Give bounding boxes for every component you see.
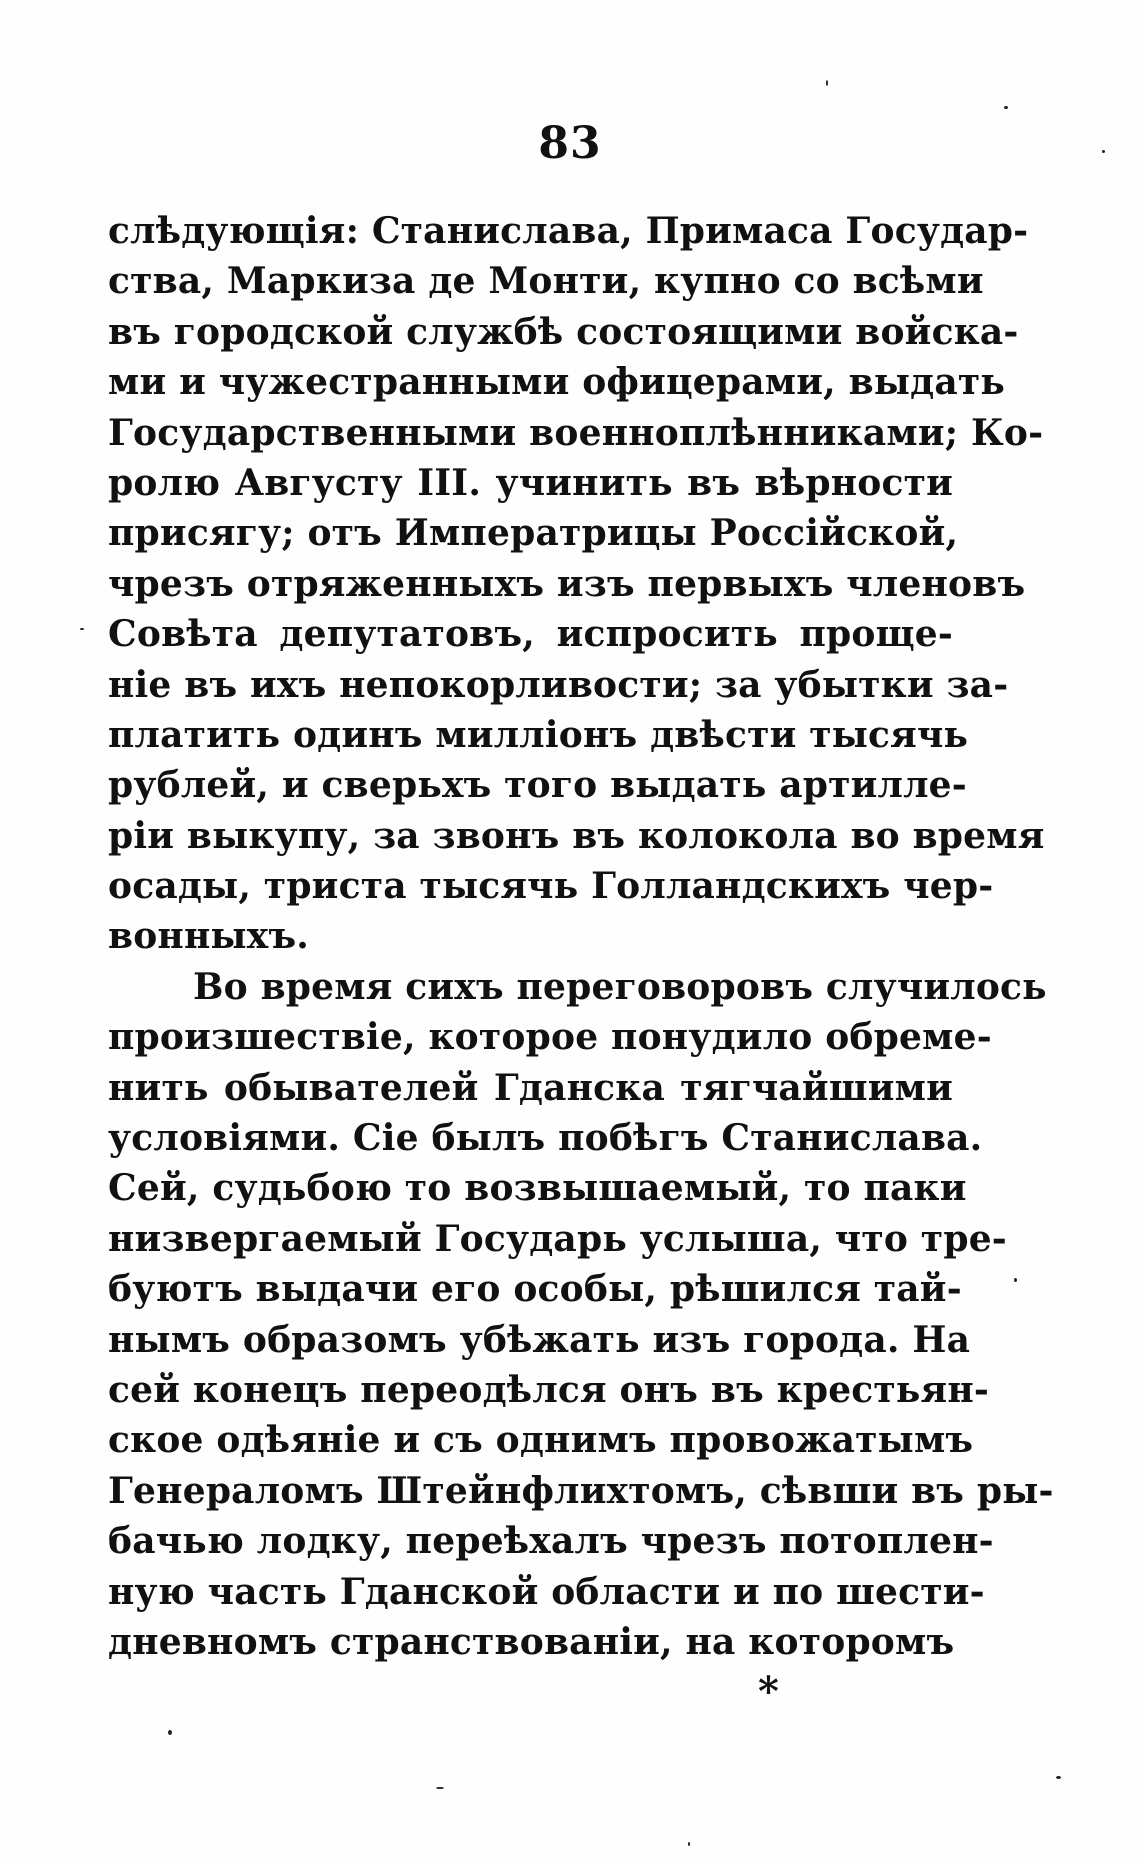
body-text [108, 206, 1054, 1667]
text-line: нымъ образомъ убѣжать изъ города. На [108, 1318, 971, 1361]
catchword-mark: * [758, 1668, 779, 1715]
text-line: ролю Августу III. учинить въ вѣрности [108, 461, 953, 504]
text-line: низвергаемый Государь услыша, что тре- [108, 1217, 1007, 1260]
text-line: ства, Маркиза де Монти, купно со всѣми [108, 260, 984, 303]
text-line: Генераломъ Штейнфлихтомъ, сѣвши въ ры- [108, 1469, 1054, 1512]
text-line: ніе въ ихъ непокорливости; за убытки за- [108, 663, 1009, 706]
text-line: въ городской службѣ состоящими войска- [108, 310, 1019, 353]
scan-speck [168, 1730, 172, 1735]
scan-speck [80, 628, 84, 630]
scan-speck [826, 80, 828, 86]
text-line: Во время сихъ переговоровъ случилось [193, 965, 1047, 1008]
text-line: платить одинъ милліонъ двѣсти тысячь [108, 713, 969, 756]
text-line: произшествіе, которое понудило обреме- [108, 1016, 992, 1059]
scan-speck [688, 1842, 690, 1846]
paragraph-1 [108, 206, 1045, 962]
page-number: 83 [538, 118, 602, 169]
scan-speck [1004, 106, 1008, 109]
text-line: присягу; отъ Императрицы Россійской, [108, 512, 959, 555]
scan-speck [436, 1787, 444, 1789]
text-line: вонныхъ. [108, 915, 310, 958]
text-line: чрезъ отряженныхъ изъ первыхъ членовъ [108, 562, 1026, 605]
text-line: бачью лодку, переѣхалъ чрезъ потоплен- [108, 1520, 994, 1563]
paragraph-2 [108, 962, 1054, 1667]
text-line: слѣдующія: Станислава, Примаса Государ- [108, 210, 1029, 252]
scan-speck [1056, 1776, 1061, 1779]
text-line: рублей, и сверьхъ того выдать артилле- [108, 764, 967, 807]
text-line: ную часть Гданской области и по шести- [108, 1570, 985, 1613]
text-line: нить обывателей Гданска тягчайшими [108, 1066, 953, 1109]
text-line: ми и чужестранными офицерами, выдать [108, 361, 1005, 404]
text-line: ріи выкупу, за звонъ въ колокола во время [108, 814, 1045, 857]
text-line: дневномъ странствованіи, на которомъ [108, 1620, 955, 1663]
text-line: осады, триста тысячь Голландскихъ чер- [108, 865, 994, 908]
text-line: Государственными военноплѣнниками; Ко- [108, 411, 1044, 454]
scan-speck [1014, 1278, 1017, 1282]
text-line: Совѣта депутатовъ, испросить проще- [108, 613, 953, 656]
text-line: Сей, судьбою то возвышаемый, то паки [108, 1167, 967, 1210]
scan-speck [1102, 150, 1105, 153]
text-line: буютъ выдачи его особы, рѣшился тай- [108, 1268, 962, 1311]
text-line: ское одѣяніе и съ однимъ провожатымъ [108, 1419, 974, 1462]
text-line: сей конецъ переодѣлся онъ въ крестьян- [108, 1368, 990, 1411]
text-line: условіями. Сіе былъ побѣгъ Станислава. [108, 1117, 983, 1160]
